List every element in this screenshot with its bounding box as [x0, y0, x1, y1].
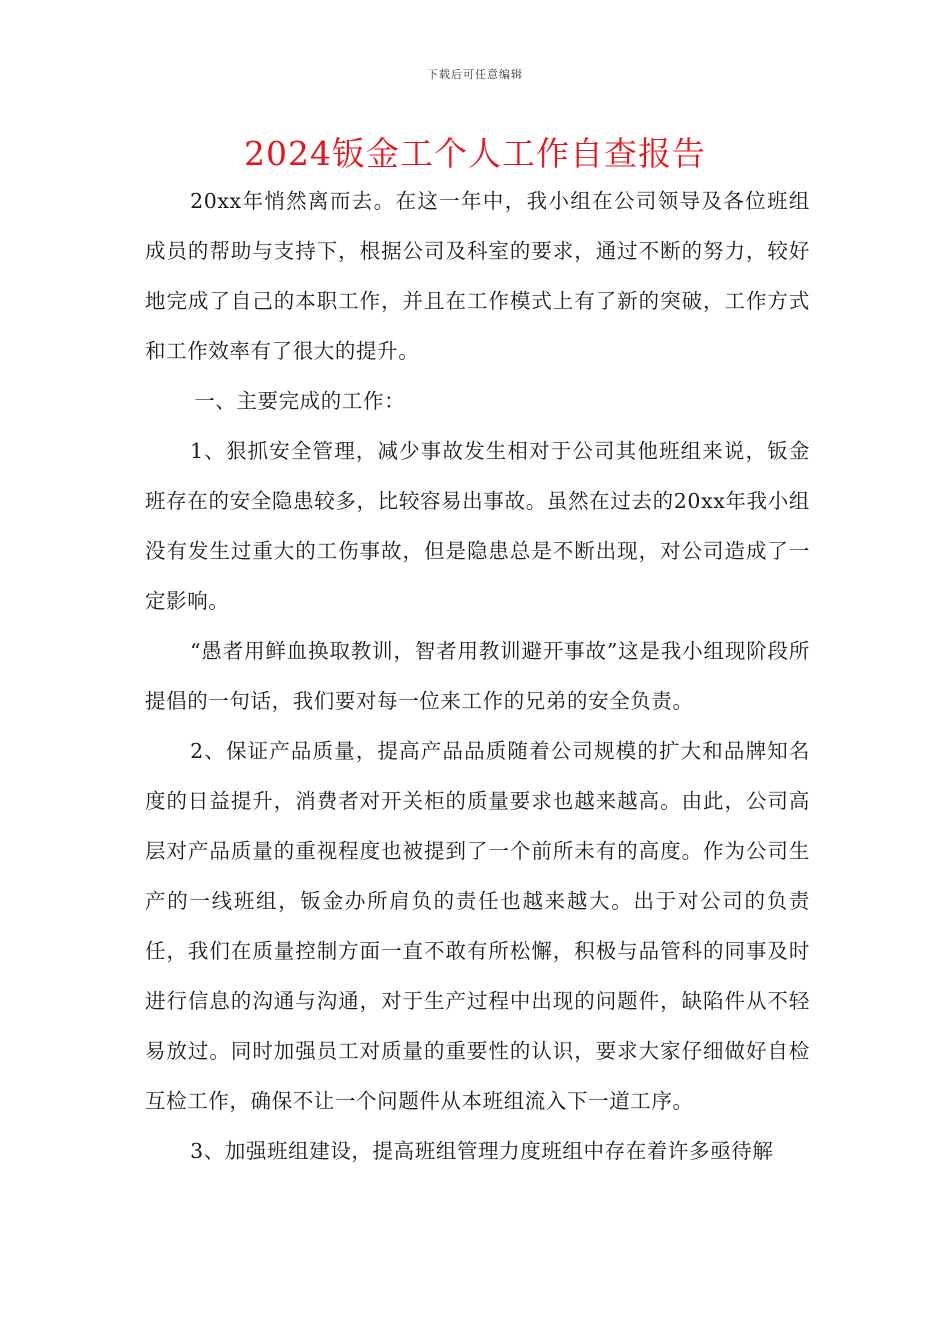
paragraph-intro: 20xx年悄然离而去。在这一年中，我小组在公司领导及各位班组成员的帮助与支持下，根据公司及科室的要求，通过不断的努力，较好地完成了自己的本职工作，并且在工作模式上有了新的突破，工作方式和工作效率有了很大的提升。 — [145, 189, 810, 363]
document-title: 2024钣金工个人工作自查报告 — [244, 134, 706, 173]
section-heading: 一、主要完成的工作： — [194, 389, 406, 413]
document-body — [145, 176, 810, 1176]
paragraph-safety: 1、狠抓安全管理，减少事故发生相对于公司其他班组来说，钣金班存在的安全隐患较多，比较容易出事故。虽然在过去的20xx年我小组没有发生过重大的工伤事故，但是隐患总是不断出现，对公司造成了一定影响。 — [145, 439, 810, 613]
paragraph-quote: “愚者用鲜血换取教训，智者用教训避开事故”这是我小组现阶段所提倡的一句话，我们要对每一位来工作的兄弟的安全负责。 — [145, 639, 810, 713]
paragraph-team-building: 3、加强班组建设，提高班组管理力度班组中存在着许多亟待解 — [190, 1139, 774, 1163]
paragraph-quality: 2、保证产品质量，提高产品品质随着公司规模的扩大和品牌知名度的日益提升，消费者对开关柜的质量要求也越来越高。由此，公司高层对产品质量的重视程度也被提到了一个前所未有的高度。作为公司生产的一线班组，钣金办所肩负的责任也越来越大。出于对公司的负责任，我们在质量控制方面一直不敢有所松懈，积极与品管科的同事及时进行信息的沟通与沟通，对于生产过程中出现的问题件，缺陷件从不轻易放过。同时加强员工对质量的重要性的认识，要求大家仔细做好自检互检工作，确保不让一个问题件从本班组流入下一道工序。 — [145, 739, 810, 1113]
header-note: 下载后可任意编辑 — [427, 68, 523, 81]
